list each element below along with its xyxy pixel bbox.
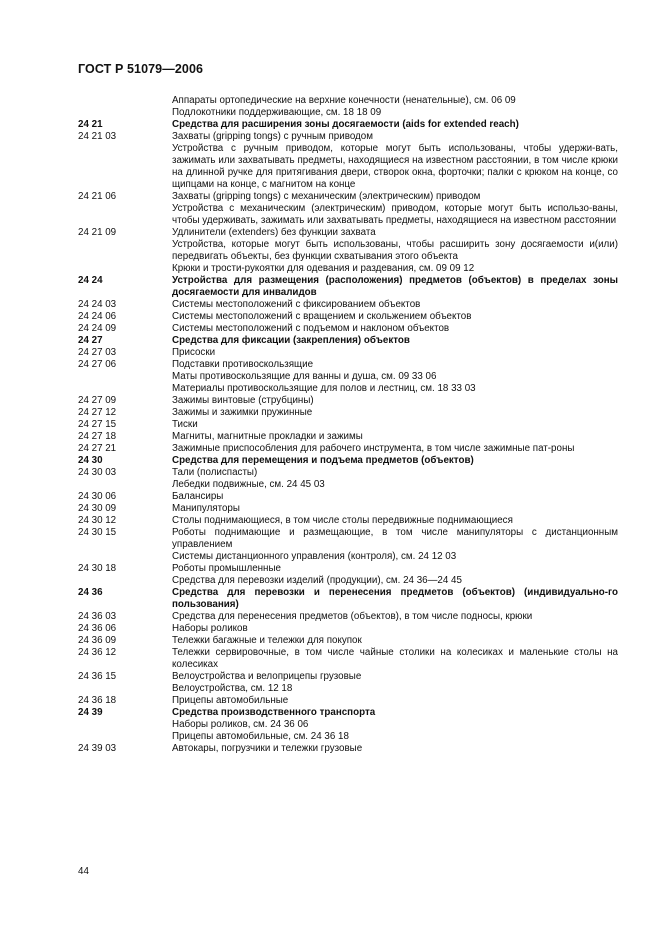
list-item	[78, 503, 618, 515]
list-item	[78, 395, 618, 407]
item-text: Захваты (gripping tongs) с ручным приводом	[172, 131, 373, 142]
item-code: 24 27 12	[78, 407, 117, 418]
item-text: Балансиры	[172, 491, 224, 502]
list-item	[78, 359, 618, 371]
list-item	[78, 419, 618, 431]
item-code: 24 27 06	[78, 359, 117, 370]
item-text: Зажимы винтовые (струбцины)	[172, 395, 314, 406]
item-text: Аппараты ортопедические на верхние конечности (ненательные), см. 06 09	[172, 95, 516, 106]
item-text: Системы местоположений с вращением и скольжением объектов	[172, 311, 472, 322]
list-item	[78, 239, 618, 263]
item-code: 24 36	[78, 587, 103, 598]
item-text: Роботы поднимающие и размещающие, в том числе манипуляторы с дистанционным управлением	[172, 527, 618, 550]
list-item	[78, 443, 618, 455]
item-text: Устройства для размещения (расположения) предметов (объектов) в пределах зоны досягаемости для инвалидов	[172, 275, 618, 298]
item-code: 24 30 03	[78, 467, 117, 478]
list-item	[78, 383, 618, 395]
item-text: Автокары, погрузчики и тележки грузовые	[172, 743, 363, 754]
item-text: Материалы противоскользящие для полов и лестниц, см. 18 33 03	[172, 383, 476, 394]
list-item	[78, 671, 618, 683]
item-code	[78, 239, 172, 263]
list-item	[78, 731, 618, 743]
item-text: Велоустройства, см. 12 18	[172, 683, 293, 694]
item-code	[78, 371, 172, 383]
item-text: Присоски	[172, 347, 216, 358]
list-item	[78, 635, 618, 647]
item-code: 24 36 03	[78, 611, 117, 622]
item-text: Маты противоскользящие для ванны и душа, см. 09 33 06	[172, 371, 437, 382]
list-item	[78, 467, 618, 479]
item-text: Средства для перевозки изделий (продукции), см. 24 36—24 45	[172, 575, 462, 586]
list-item	[78, 227, 618, 239]
item-code: 24 39 03	[78, 743, 117, 754]
item-code	[78, 263, 172, 275]
item-code: 24 39	[78, 707, 103, 718]
item-code	[78, 719, 172, 731]
list-item	[78, 683, 618, 695]
list-item	[78, 431, 618, 443]
item-text: Прицепы автомобильные	[172, 695, 289, 706]
section-heading-row	[78, 119, 618, 131]
page-number: 44	[78, 866, 89, 877]
item-code	[78, 731, 172, 743]
item-code: 24 27	[78, 335, 103, 346]
list-item	[78, 347, 618, 359]
item-text: Наборы роликов	[172, 623, 248, 634]
list-item	[78, 263, 618, 275]
list-item	[78, 575, 618, 587]
item-code	[78, 551, 172, 563]
item-code: 24 30 18	[78, 563, 117, 574]
item-code	[78, 479, 172, 491]
item-text: Магниты, магнитные прокладки и зажимы	[172, 431, 363, 442]
item-text: Захваты (gripping tongs) с механическим (электрическим) приводом	[172, 191, 481, 202]
list-item	[78, 695, 618, 707]
item-text: Устройства, которые могут быть использованы, чтобы расширить зону досягаемости и(или) передвигать объекты, без функции схватывания этого объекта	[172, 239, 618, 262]
item-code	[78, 203, 172, 227]
section-heading-row	[78, 275, 618, 299]
item-code: 24 36 18	[78, 695, 117, 706]
item-text: Столы поднимающиеся, в том числе столы передвижные поднимающиеся	[172, 515, 513, 526]
item-text: Системы местоположений с подъемом и наклоном объектов	[172, 323, 450, 334]
item-text: Лебедки подвижные, см. 24 45 03	[172, 479, 325, 490]
item-text: Подставки противоскользящие	[172, 359, 314, 370]
item-code: 24 27 09	[78, 395, 117, 406]
item-text: Средства производственного транспорта	[172, 707, 376, 718]
list-item	[78, 95, 618, 107]
list-item	[78, 299, 618, 311]
section-heading-row	[78, 707, 618, 719]
item-code: 24 21 09	[78, 227, 117, 238]
item-code	[78, 107, 172, 119]
item-text: Зажимные приспособления для рабочего инструмента, в том числе зажимные пат-роны	[172, 443, 575, 454]
item-code: 24 24 06	[78, 311, 117, 322]
item-code: 24 36 12	[78, 647, 117, 658]
item-code	[78, 143, 172, 191]
list-item	[78, 515, 618, 527]
section-heading-row	[78, 455, 618, 467]
item-text: Наборы роликов, см. 24 36 06	[172, 719, 309, 730]
item-code: 24 27 21	[78, 443, 117, 454]
list-item	[78, 563, 618, 575]
item-text: Крюки и трости-рукоятки для одевания и раздевания, см. 09 09 12	[172, 263, 475, 274]
section-heading-row	[78, 587, 618, 611]
item-code: 24 21	[78, 119, 103, 130]
list-item	[78, 719, 618, 731]
list-item	[78, 479, 618, 491]
list-item	[78, 551, 618, 563]
item-code: 24 30 15	[78, 527, 117, 538]
item-code: 24 30	[78, 455, 103, 466]
document-header: ГОСТ Р 51079—2006	[78, 62, 204, 76]
item-text: Роботы промышленные	[172, 563, 281, 574]
item-code: 24 21 06	[78, 191, 117, 202]
list-item	[78, 647, 618, 671]
section-heading-row	[78, 335, 618, 347]
item-code: 24 24 09	[78, 323, 117, 334]
list-item	[78, 527, 618, 551]
list-item	[78, 743, 618, 755]
item-text: Устройства с ручным приводом, которые могут быть использованы, чтобы удержи-вать, зажимать или захватывать предметы, находящиеся на известном расстоянии, в том числе крюки на длинной ручке для притягивания двери, створок окна, форточки; палки с крюком на конце, со щипцами на конце, с магнитом на конце	[172, 143, 618, 190]
item-text: Тиски	[172, 419, 198, 430]
item-code: 24 21 03	[78, 131, 117, 142]
list-item	[78, 407, 618, 419]
item-text: Средства для перевозки и перенесения предметов (объектов) (индивидуально-го пользования)	[172, 587, 618, 610]
item-code: 24 36 15	[78, 671, 117, 682]
item-text: Устройства с механическим (электрическим) приводом, которые могут быть использо-ваны, чтобы удерживать, зажимать или захватывать предметы, находящиеся на известном расстоянии	[172, 203, 618, 226]
item-code	[78, 683, 172, 695]
list-item	[78, 491, 618, 503]
list-item	[78, 611, 618, 623]
list-item	[78, 371, 618, 383]
list-item	[78, 311, 618, 323]
item-code: 24 27 03	[78, 347, 117, 358]
item-code: 24 24	[78, 275, 103, 286]
list-item	[78, 191, 618, 203]
item-code	[78, 95, 172, 107]
item-text: Средства для фиксации (закрепления) объектов	[172, 335, 410, 346]
item-text: Средства для перенесения предметов (объектов), в том числе подносы, крюки	[172, 611, 533, 622]
item-text: Велоустройства и велоприцепы грузовые	[172, 671, 362, 682]
item-text: Тележки сервировочные, в том числе чайные столики на колесиках и маленькие столы на колесиках	[172, 647, 618, 670]
item-text: Системы дистанционного управления (контроля), см. 24 12 03	[172, 551, 457, 562]
list-item	[78, 203, 618, 227]
list-item	[78, 131, 618, 143]
item-code: 24 27 18	[78, 431, 117, 442]
item-code: 24 24 03	[78, 299, 117, 310]
item-code	[78, 575, 172, 587]
classification-list	[78, 95, 618, 755]
item-code: 24 30 06	[78, 491, 117, 502]
item-text: Тележки багажные и тележки для покупок	[172, 635, 362, 646]
item-text: Средства для перемещения и подъема предметов (объектов)	[172, 455, 474, 466]
item-code: 24 27 15	[78, 419, 117, 430]
item-text: Прицепы автомобильные, см. 24 36 18	[172, 731, 349, 742]
item-code: 24 36 09	[78, 635, 117, 646]
list-item	[78, 623, 618, 635]
item-text: Удлинители (extenders) без функции захвата	[172, 227, 376, 238]
item-text: Зажимы и зажимки пружинные	[172, 407, 313, 418]
item-code: 24 30 12	[78, 515, 117, 526]
item-code: 24 36 06	[78, 623, 117, 634]
item-text: Манипуляторы	[172, 503, 240, 514]
list-item	[78, 143, 618, 191]
item-text: Системы местоположений с фиксированием объектов	[172, 299, 421, 310]
item-code	[78, 383, 172, 395]
list-item	[78, 323, 618, 335]
item-code: 24 30 09	[78, 503, 117, 514]
item-text: Тали (полиспасты)	[172, 467, 258, 478]
item-text: Подлокотники поддерживающие, см. 18 18 09	[172, 107, 382, 118]
list-item	[78, 107, 618, 119]
item-text: Средства для расширения зоны досягаемости (aids for extended reach)	[172, 119, 519, 130]
